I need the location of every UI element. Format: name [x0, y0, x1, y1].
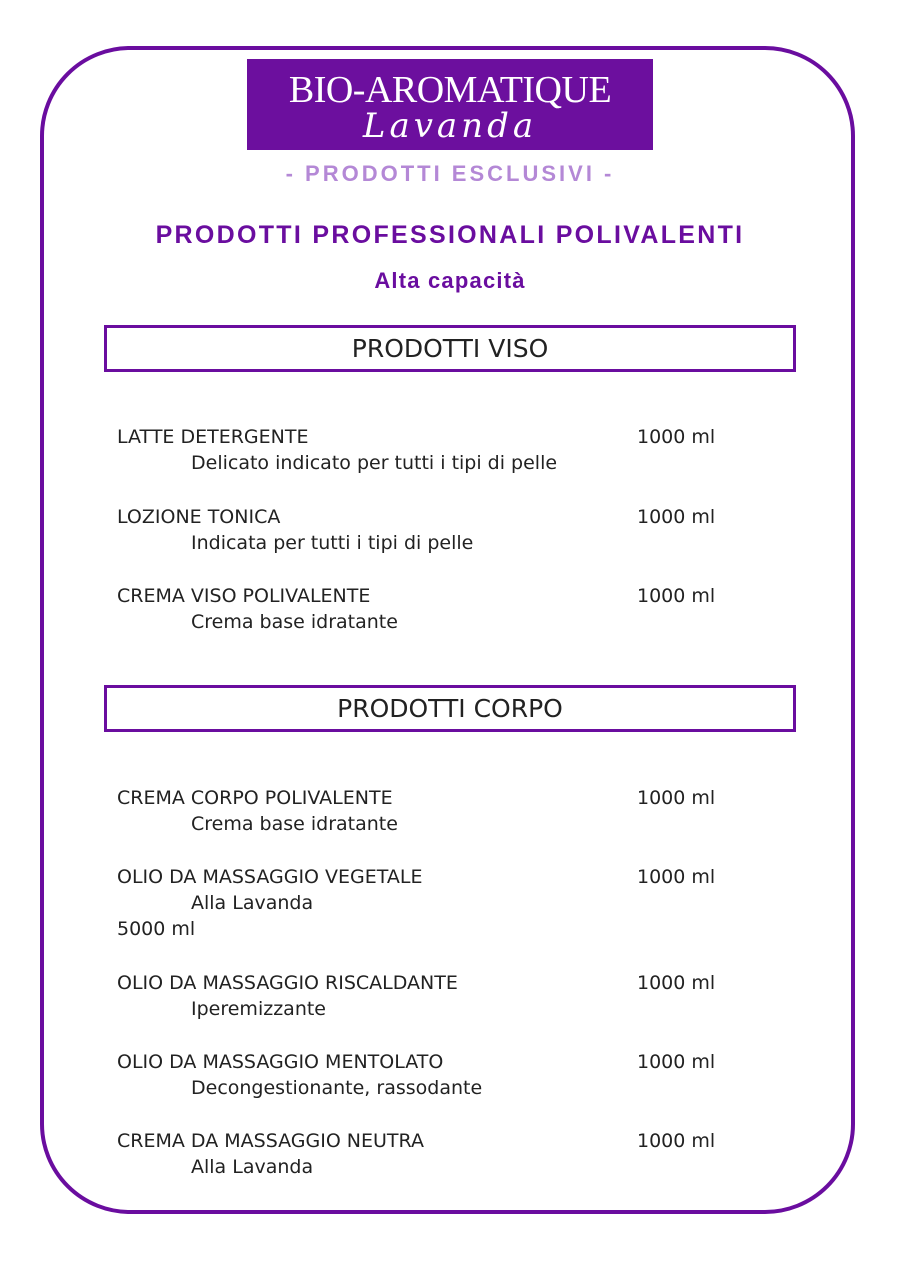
product-size: 1000 ml [637, 787, 716, 809]
product-size: 1000 ml [637, 585, 716, 607]
product-description: Indicata per tutti i tipi di pelle [191, 532, 474, 554]
brand-name: BIO-AROMATIQUE [288, 69, 612, 111]
product-name: OLIO DA MASSAGGIO MENTOLATO [117, 1051, 444, 1073]
product-name: OLIO DA MASSAGGIO RISCALDANTE [117, 972, 458, 994]
product-description: Alla Lavanda [191, 892, 314, 914]
product-size: 1000 ml [637, 1051, 716, 1073]
product-size: 1000 ml [637, 972, 716, 994]
section-title-corpo: PRODOTTI CORPO [104, 685, 796, 732]
product-size: 1000 ml [637, 866, 716, 888]
product-description: Decongestionante, rassodante [191, 1077, 483, 1099]
brand-script: Lavanda [362, 106, 538, 146]
product-name: CREMA CORPO POLIVALENTE [117, 787, 393, 809]
product-size: 1000 ml [637, 506, 716, 528]
product-name: LATTE DETERGENTE [117, 426, 309, 448]
product-description: Crema base idratante [191, 611, 398, 633]
product-name: LOZIONE TONICA [117, 506, 281, 528]
brand-tagline: - PRODOTTI ESCLUSIVI - [285, 161, 615, 186]
product-description: Crema base idratante [191, 813, 398, 835]
product-name: CREMA DA MASSAGGIO NEUTRA [117, 1130, 424, 1152]
page-title: PRODOTTI PROFESSIONALI POLIVALENTI [155, 221, 745, 249]
page-subtitle: Alta capacità [374, 268, 526, 293]
product-description: Iperemizzante [191, 998, 326, 1020]
brand-logo [247, 59, 653, 150]
product-extra-size: 5000 ml [117, 918, 196, 940]
product-size: 1000 ml [637, 1130, 716, 1152]
product-name: CREMA VISO POLIVALENTE [117, 585, 371, 607]
product-description: Alla Lavanda [191, 1156, 314, 1178]
product-description: Delicato indicato per tutti i tipi di pelle [191, 452, 558, 474]
product-name: OLIO DA MASSAGGIO VEGETALE [117, 866, 423, 888]
section-title-viso: PRODOTTI VISO [104, 325, 796, 372]
product-size: 1000 ml [637, 426, 716, 448]
